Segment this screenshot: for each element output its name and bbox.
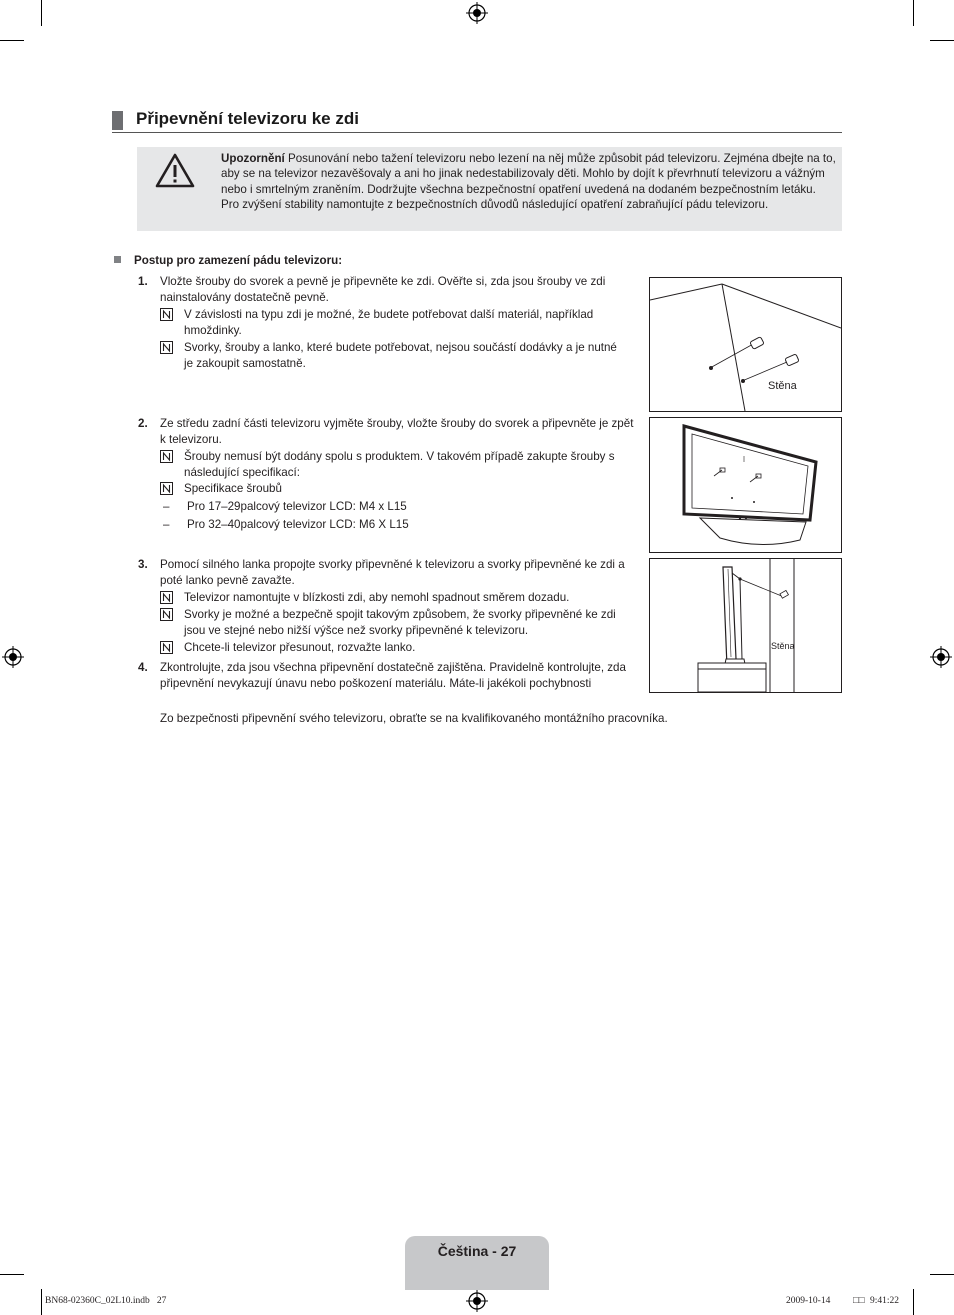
step-number: 1. [138, 275, 148, 288]
note-icon [160, 308, 173, 321]
print-date: 2009-10-14 [786, 1296, 831, 1306]
note-text: Svorky, šrouby a lanko, které budete potřebovat, nejsou součástí dodávky a je nutné je zakoupit samostatně. [184, 341, 617, 370]
procedure-heading [114, 254, 342, 267]
registration-mark-icon [466, 2, 488, 24]
step-number: 4. [138, 661, 148, 674]
note-text: Televizor namontujte v blízkosti zdi, aby nemohl spadnout směrem dozadu. [184, 591, 570, 604]
note-icon [160, 591, 173, 604]
step-text: Zkontrolujte, zda jsou všechna připevnění dostatečně zajištěna. Pravidelně kontrolujte, zda připevnění nevykazují únavu nebo poškození materiálu. Máte-li jakékoli pochybnosti [160, 661, 626, 690]
section-header [112, 108, 842, 133]
tv-back-illustration [650, 418, 841, 552]
warning-text [221, 151, 836, 212]
warning-box [137, 147, 842, 231]
note-text: V závislosti na typu zdi je možné, že budete potřebovat další materiál, například hmoždinky. [184, 308, 594, 337]
step-number: 3. [138, 558, 148, 571]
warning-label: Upozornění [221, 152, 285, 165]
bullet-square-icon [114, 256, 121, 263]
page-label: Čeština - 27 [437, 1243, 517, 1259]
section-marker [112, 111, 123, 130]
spec-text: Pro 32–40palcový televizor LCD: M6 X L15 [187, 518, 409, 531]
file-name: BN68-02360C_02L10.indb 27 [45, 1296, 167, 1306]
note-text: Šrouby nemusí být dodány spolu s produktem. V takovém případě zakupte šrouby s následující specifikací: [184, 450, 615, 479]
wall-label: Stěna [768, 380, 797, 392]
note-icon [160, 450, 173, 463]
step-text: Ze středu zadní části televizoru vyjměte šrouby, vložte šrouby do svorek a připevněte je zpět k televizoru. [160, 417, 634, 446]
spec-text: Pro 17–29palcový televizor LCD: M4 x L15 [187, 500, 407, 513]
print-time-marks: □□ [853, 1296, 865, 1306]
note-text: Chcete-li televizor přesunout, rozvažte lanko. [184, 641, 416, 654]
wall-label: Stěna [771, 641, 795, 651]
registration-mark-icon [466, 1290, 488, 1312]
print-time: 9:41:22 [870, 1296, 900, 1306]
registration-mark-icon [930, 646, 952, 668]
procedure-heading-text: Postup pro zamezení pádu televizoru: [134, 254, 343, 267]
note-text: Specifikace šroubů [184, 482, 282, 495]
figure-wall-screws [649, 277, 842, 412]
side-view-illustration [650, 559, 841, 692]
section-title: Připevnění televizoru ke zdi [136, 109, 359, 128]
figure-side-view [649, 558, 842, 693]
note-text: Svorky je možné a bezpečně spojit takovým způsobem, že svorky připevněné ke zdi jsou ve stejné nebo nižší výšce než svorky připevněné k televizoru. [184, 608, 616, 637]
step-number: 2. [138, 417, 148, 430]
note-icon [160, 482, 173, 495]
note-icon [160, 608, 173, 621]
figure-tv-back [649, 417, 842, 553]
note-icon [160, 641, 173, 654]
page-number-tab [405, 1236, 549, 1290]
warning-body: Posunování nebo tažení televizoru nebo lezení na něj může způsobit pád televizoru. Zejména dbejte na to, aby se na televizor nezavěšovaly a ani ho jinak nedestabilizovaly děti. Mohlo by dojít k převrhnutí televizoru a vážným nebo i smrtelným zraněním. Dodržujte všechna bezpečnostní opatření uvedená na dodaném bezpečnostním letáku. Pro zvýšení stability namontujte z bezpečnostních důvodů následující opatření zabraňující pádu televizoru. [221, 152, 836, 211]
wall-screws-illustration [650, 278, 841, 411]
step-text: Vložte šrouby do svorek a pevně je připevněte ke zdi. Ověřte si, zda jsou šrouby ve zdi nainstalovány dostatečně pevně. [160, 275, 606, 304]
warning-triangle-icon [155, 153, 195, 189]
registration-mark-icon [2, 646, 24, 668]
step-4-extra: Zo bezpečnosti připevnění svého televizoru, obraťte se na kvalifikovaného montážního pracovníka. [160, 712, 668, 725]
step-text: Pomocí silného lanka propojte svorky připevněné k televizoru a svorky připevněné ke zdi a poté lanko pevně zavažte. [160, 558, 625, 587]
note-icon [160, 341, 173, 354]
